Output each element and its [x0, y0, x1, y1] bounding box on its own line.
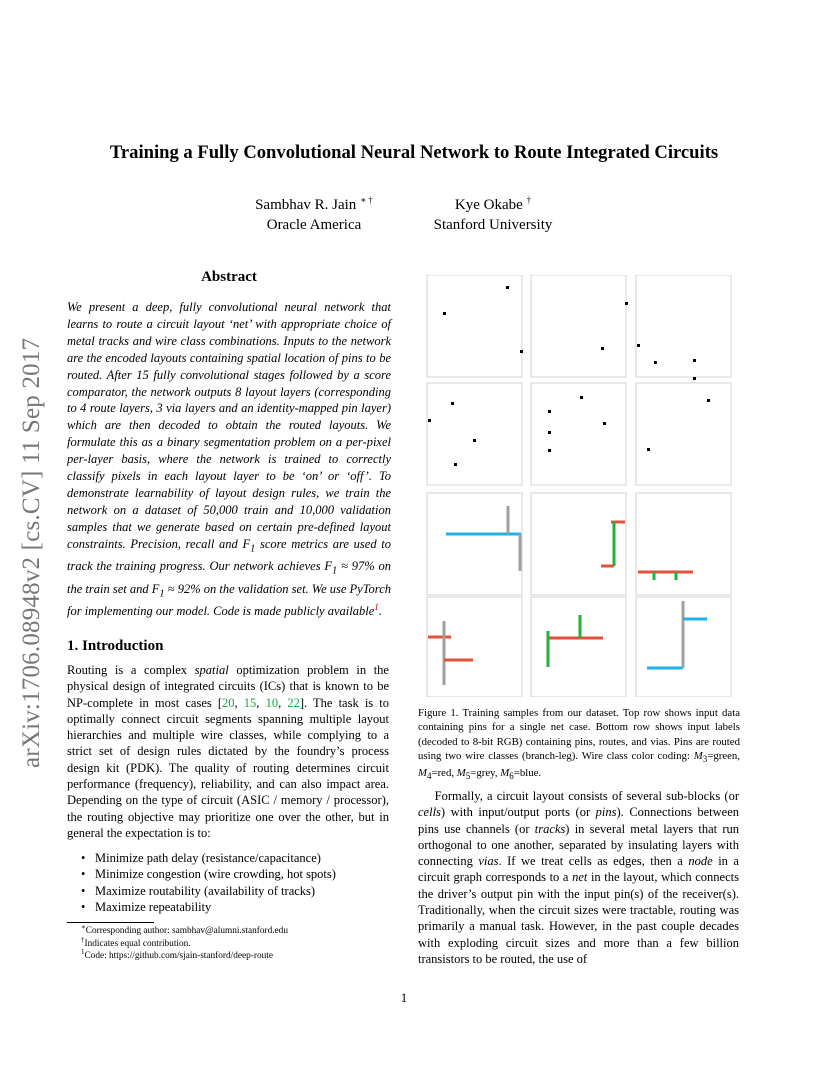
- abstract-heading: Abstract: [201, 269, 257, 285]
- citation-link[interactable]: 22: [287, 695, 300, 710]
- author-name: Sambhav R. Jain: [255, 197, 357, 213]
- section-heading-introduction: 1. Introduction: [67, 638, 164, 654]
- citation-link[interactable]: 20: [222, 695, 235, 710]
- author-block-1: [230, 195, 398, 235]
- list-item: • Minimize path delay (resistance/capacitance): [80, 850, 336, 866]
- routed-wires: [428, 506, 707, 685]
- objective-list: [80, 850, 336, 915]
- citation-link[interactable]: 15: [243, 695, 257, 710]
- arxiv-stamp: arXiv:1706.08948v2 [cs.CV] 11 Sep 2017: [18, 337, 45, 768]
- input-pins: [428, 286, 710, 466]
- intro-paragraph: Routing is a complex spatial optimization problem in the physical design of integrated circuits (ICs) that is known to be NP-complete in most cases [20, 15, 10, 22]. The task is to optimally connect circuit segments spanning multiple layout hierarchies and multiple wire classes, while complying to a strict set of design rules dictated by the foundry’s process design kit (PDK). The quality of routing determines circuit performance (frequency), reliability, and can also impact area. Depending on the type of circuit (ASIC / memory / processor), the routing objective may prioritize one over the other, but in general the expectation is to:: [67, 663, 390, 840]
- figure-caption: Figure 1. Training samples from our dataset. Top row shows input data containing pins for a single net case. Bottom row shows input labels (decoded to 8-bit RGB) containing pins, routes, and vias. Pins are routed using two wire classes (branch-leg). Wire class color coding: $M_3=green$, $M_4=red$, $M_5=grey$, $M_6=blue$.: [418, 707, 740, 782]
- right-column-paragraph: Formally, a circuit layout consists of several sub-blocks (or cells) with input/output ports (or pins). Connections between pins use channels (or tracks) in several metal layers that run orthogonal to one another, separated by insulating layers with connecting vias. If we treat cells as edges, then a node in a circuit graph corresponds to a net in the layout, which connects the driver’s output pin with the input pin(s) of the receiver(s). Traditionally, when the circuit sizes were tractable, routing was primarily a manual task. However, in the past couple decades with exploding circuit sizes and more than a few billion transistors to be routed, the use of: [418, 789, 740, 966]
- author-marks: †: [526, 195, 532, 205]
- list-item: • Minimize congestion (wire crowding, hot spots): [80, 866, 336, 882]
- footnotes: [81, 922, 288, 963]
- author-marks: ∗ †: [360, 195, 373, 205]
- footnote-ref-link[interactable]: 1: [374, 601, 379, 612]
- page-number: 1: [400, 990, 408, 1005]
- author-affiliation: Stanford University: [433, 217, 553, 233]
- footnote-item: ∗Corresponding author: sambhav@alumni.stanford.edu: [81, 922, 288, 936]
- author-affiliation: Oracle America: [266, 217, 362, 233]
- citation-link[interactable]: 10: [265, 695, 279, 710]
- abstract-text: We present a deep, fully convolutional neural network that learns to route a circuit layout ‘net’ with appropriate choice of metal tracks and wire class combinations. Inputs to the network are the encoded layouts containing spatial location of pins to be routed. After 15 fully convolutional stages followed by a score comparator, the network outputs 8 layout layers (corresponding to 4 route layers, 3 via layers and an identity-mapped pin layer) which are then decoded to obtain the routed layouts. We formulate this as a binary segmentation problem on a per-pixel per-layer basis, where the network is trained to correctly classify pixels in each layout layer to be ‘on’ or ‘off’. To demonstrate learnability of layout design rules, we train the network on a dataset of 50,000 train and 10,000 validation samples that we generate based on certain pre-defined layout constraints. Precision, recall and $F_1$ score metrics are used to track the training progress. Our network achieves $F_1 \approx 97\%$ on the train set and $F_1 \approx 92\%$ on the validation set. We use PyTorch for implementing our model. Code is made publicly available$^1$.: [67, 300, 391, 618]
- list-item: • Maximize routability (availability of tracks): [80, 883, 336, 899]
- author-block-2: [418, 195, 568, 235]
- list-item: • Maximize repeatability: [80, 899, 336, 915]
- author-name: Kye Okabe: [454, 197, 523, 213]
- footnote-item: †Indicates equal contribution.: [81, 935, 191, 949]
- figure-training-samples: [421, 275, 737, 697]
- footnote-item: $^1$Code: https://github.com/sjain-stanford/deep-route: [81, 948, 273, 962]
- paper-title: Training a Fully Convolutional Neural Network to Route Integrated Circuits: [109, 142, 719, 163]
